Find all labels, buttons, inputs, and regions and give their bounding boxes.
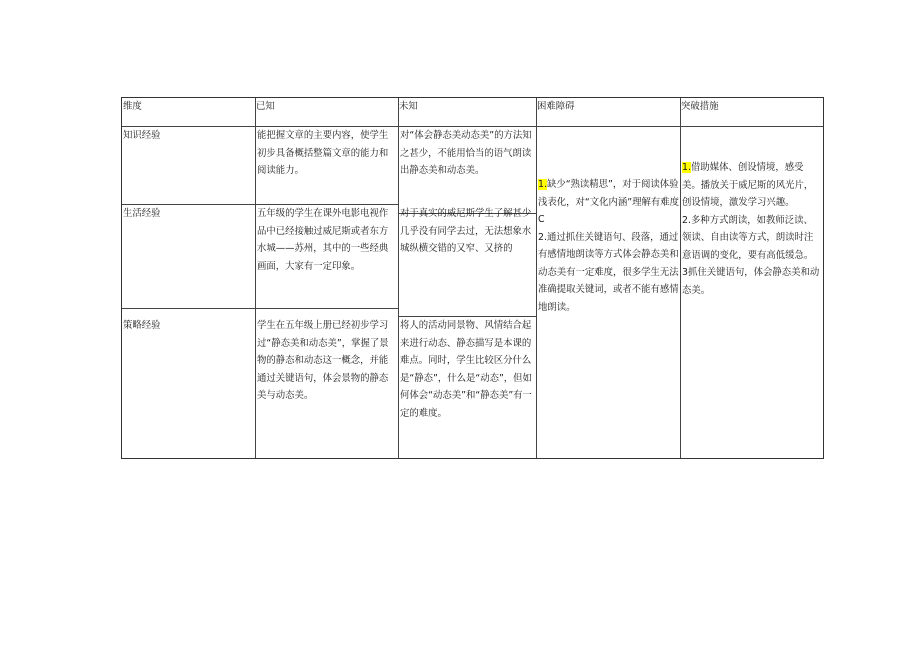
known-knowledge: 能把握文章的主要内容，使学生初步具备概括整篇文章的能力和阅读能力。	[257, 130, 389, 176]
header-unknown: 未知	[399, 101, 418, 112]
difficulty-cell	[537, 176, 680, 416]
header-measures: 突破措施	[681, 101, 719, 112]
measures-item2-text: 2.多种方式朗读，如教师泛读、领读、自由读等方式，朗读时注意语调的变化，要有高低缓急。	[682, 214, 814, 261]
unknown-life: 对于真实的威尼斯学生了解甚少几乎没有同学去过，无法想象水城纵横交错的又窄、又挤的	[400, 208, 532, 254]
difficulty-item2-number: 2.	[538, 231, 547, 243]
measures-item3-text: 3抓住关键语句，体会静态美和动态美。	[682, 267, 820, 296]
header-dimension: 维度	[123, 101, 142, 112]
analysis-table	[121, 97, 824, 459]
measures-item1-number: 1.	[682, 162, 691, 173]
dimension-knowledge: 知识经验	[123, 130, 161, 141]
header-difficulty: 困难障碍	[537, 101, 575, 112]
header-known: 已知	[256, 101, 275, 112]
known-strategy: 学生在五年级上册已经初步学习过“静态美和动态美”，掌握了景物的静态和动态这一概念，并能通过关键语句，体会景物的静态美与动态美。	[257, 320, 389, 401]
measures-cell	[681, 159, 823, 319]
dimension-strategy: 策略经验	[123, 320, 161, 331]
difficulty-item2-text: 通过抓住关键语句、段落，通过有感情地朗读等方式体会静态美和动态美有一定难度，很多学生无法准确提取关键词，或者不能有感情地朗读。	[538, 231, 679, 313]
dimension-life: 生活经验	[123, 208, 161, 219]
difficulty-item1-text: 缺少“熟读精思”，对于阅读体验浅表化，对“文化内涵”理解有难度C	[538, 179, 679, 225]
measures-item1-text: 借助媒体、创设情境，感受美。播放关于威尼斯的风光片，创设情境，激发学习兴趣。	[682, 162, 814, 208]
known-life: 五年级的学生在课外电影电视作品中已经接触过威尼斯或者东方水城——苏州，其中的一些经典画面，大家有一定印象。	[257, 208, 389, 272]
unknown-knowledge: 对“体会静态美动态美”的方法知之甚少，不能用恰当的语气朗读出静态美和动态美。	[400, 130, 532, 176]
difficulty-item1-number: 1.	[538, 179, 547, 190]
unknown-strategy: 将人的活动同景物、风情结合起来进行动态、静态描写是本课的难点。同时，学生比较区分什么是“静态”，什么是“动态”，但如何体会“动态美”和“静态美”有一定的难度。	[400, 320, 532, 419]
row-divider	[122, 308, 398, 309]
